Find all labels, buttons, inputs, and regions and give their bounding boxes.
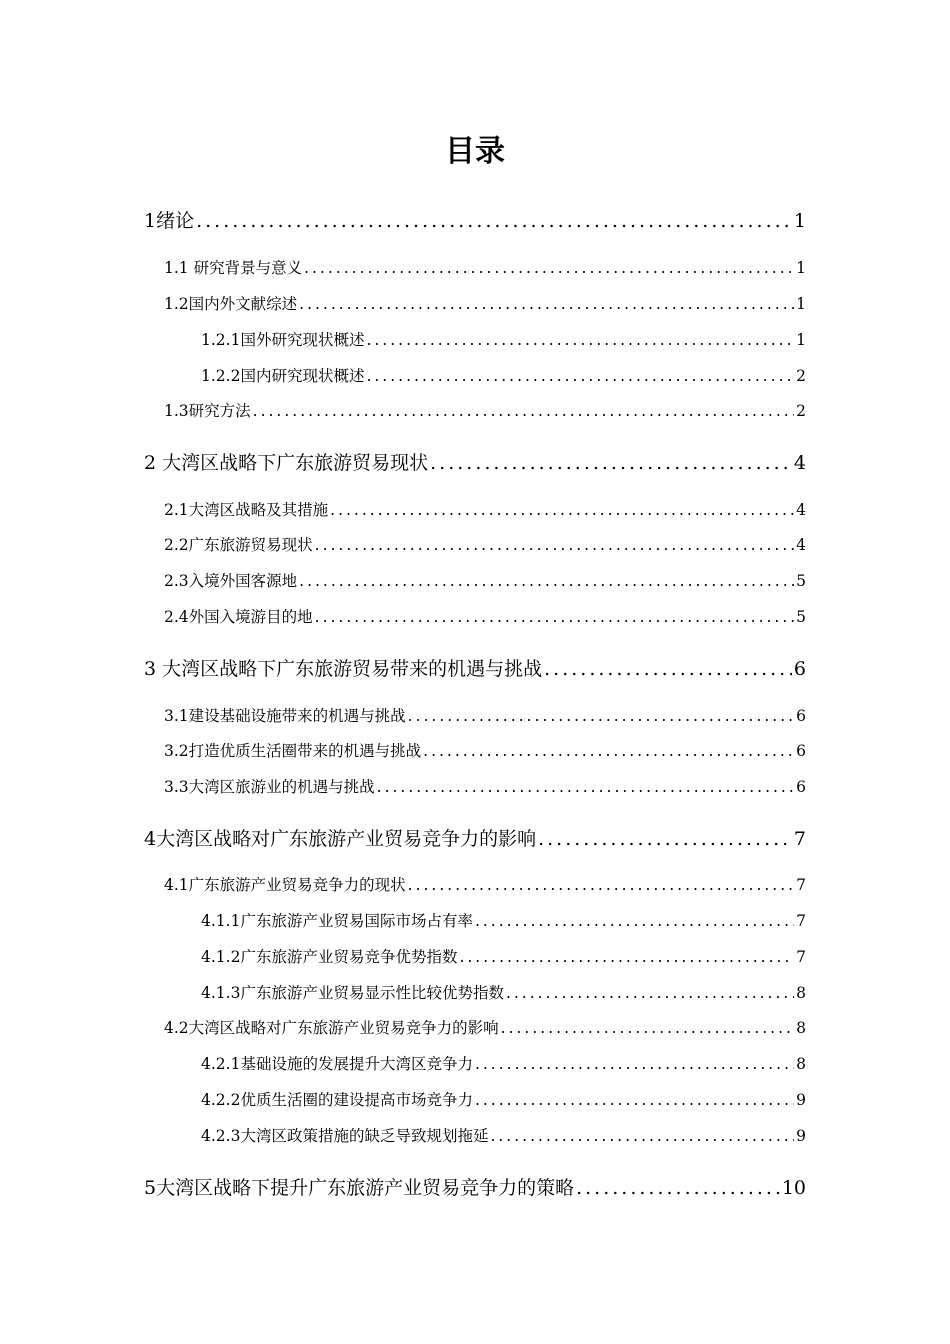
toc-entry-level2[interactable]: [164, 739, 806, 761]
toc-entry-text: 1.2.1国外研究现状概述: [201, 331, 365, 349]
toc-entry-level2[interactable]: [164, 399, 806, 421]
toc-entry-level2[interactable]: [164, 569, 806, 591]
toc-entry-level2[interactable]: [164, 775, 806, 797]
toc-entry-text: 2 大湾区战略下广东旅游贸易现状: [144, 452, 429, 474]
toc-page-number: 6: [796, 742, 806, 760]
toc-entry-text: 4.1.2广东旅游产业贸易竞争优势指数: [201, 948, 458, 966]
toc-entry-text: 3.3大湾区旅游业的机遇与挑战: [164, 778, 375, 796]
toc-leader-dots: [423, 742, 794, 760]
toc-entry-text: 5大湾区战略下提升广东旅游产业贸易竞争力的策略: [144, 1177, 575, 1199]
toc-leader-dots: [475, 912, 794, 930]
toc-entry-text: 4.2.3大湾区政策措施的缺乏导致规划拖延: [201, 1127, 489, 1145]
toc-entry-text: 4.2.1基础设施的发展提升大湾区竞争力: [201, 1055, 473, 1073]
toc-entry-level2[interactable]: [164, 873, 806, 895]
toc-leader-dots: [475, 1055, 794, 1073]
toc-leader-dots: [408, 707, 794, 725]
toc-entry-level1[interactable]: [144, 654, 806, 681]
toc-entry-level1[interactable]: [144, 448, 806, 475]
toc-leader-dots: [366, 331, 794, 349]
toc-leader-dots: [377, 778, 794, 796]
toc-entry-level3[interactable]: [201, 909, 806, 931]
toc-page-number: 4: [796, 501, 806, 519]
toc-entry-level3[interactable]: [201, 1088, 806, 1110]
toc-entry-level1[interactable]: [144, 206, 806, 233]
toc-entry-level3[interactable]: [201, 1052, 806, 1074]
toc-page-number: 7: [793, 828, 806, 850]
toc-leader-dots: [304, 259, 794, 277]
toc-entry-text: 2.2广东旅游贸易现状: [164, 536, 313, 554]
toc-entry-level2[interactable]: [164, 533, 806, 555]
toc-entry-text: 4.1.1广东旅游产业贸易国际市场占有率: [201, 912, 473, 930]
toc-entry-level2[interactable]: [164, 292, 806, 314]
toc-entry-text: 2.3入境外国客源地: [164, 572, 298, 590]
toc-entry-text: 1绪论: [144, 210, 195, 232]
toc-entry-level3[interactable]: [201, 364, 806, 386]
toc-leader-dots: [576, 1177, 780, 1199]
toc-page-number: 8: [796, 984, 806, 1002]
toc-leader-dots: [538, 828, 792, 850]
toc-page-number: 1: [793, 210, 806, 232]
toc-entry-text: 3.2打造优质生活圈带来的机遇与挑战: [164, 742, 422, 760]
page-title: 目录: [445, 134, 505, 169]
toc-entry-text: 4.2大湾区战略对广东旅游产业贸易竞争力的影响: [164, 1019, 499, 1037]
toc-page-number: 6: [793, 658, 806, 680]
toc-entry-level3[interactable]: [201, 328, 806, 350]
toc-page-number: 1: [796, 295, 806, 313]
toc-page-number: 4: [793, 452, 806, 474]
toc-leader-dots: [299, 572, 794, 590]
toc-page-number: 1: [796, 331, 806, 349]
toc-entry-level2[interactable]: [164, 704, 806, 726]
toc-entry-level2[interactable]: [164, 605, 806, 627]
toc-entry-level2[interactable]: [164, 1016, 806, 1038]
toc-page-number: 10: [781, 1177, 806, 1199]
toc-leader-dots: [299, 295, 794, 313]
toc-entry-text: 2.1大湾区战略及其措施: [164, 501, 329, 519]
toc-page-number: 2: [796, 367, 806, 385]
toc-leader-dots: [315, 536, 794, 554]
toc-leader-dots: [330, 501, 794, 519]
toc-page-number: 7: [796, 948, 806, 966]
toc-leader-dots: [490, 1127, 794, 1145]
toc-entry-text: 4.1广东旅游产业贸易竞争力的现状: [164, 876, 406, 894]
toc-entry-text: 3 大湾区战略下广东旅游贸易带来的机遇与挑战: [144, 658, 543, 680]
toc-entry-level2[interactable]: [164, 256, 806, 278]
toc-leader-dots: [430, 452, 792, 474]
toc-page-number: 5: [796, 608, 806, 626]
toc-page-number: 1: [796, 259, 806, 277]
toc-page-number: 7: [796, 912, 806, 930]
toc-entry-level1[interactable]: [144, 1173, 806, 1200]
toc-entry-level3[interactable]: [201, 1124, 806, 1146]
toc-entry-text: 1.3研究方法: [164, 402, 251, 420]
toc-page-number: 6: [796, 778, 806, 796]
toc-entry-text: 2.4外国入境游目的地: [164, 608, 313, 626]
toc-entry-level3[interactable]: [201, 981, 806, 1003]
toc-page-number: 5: [796, 572, 806, 590]
toc-leader-dots: [544, 658, 792, 680]
toc-leader-dots: [501, 1019, 794, 1037]
toc-leader-dots: [196, 210, 792, 232]
toc-leader-dots: [408, 876, 794, 894]
toc-entry-level3[interactable]: [201, 945, 806, 967]
toc-leader-dots: [475, 1091, 794, 1109]
toc-page-number: 7: [796, 876, 806, 894]
toc-entry-text: 4.2.2优质生活圈的建设提高市场竞争力: [201, 1091, 473, 1109]
toc-leader-dots: [315, 608, 794, 626]
toc-entry-level2[interactable]: [164, 498, 806, 520]
toc-entry-text: 4大湾区战略对广东旅游产业贸易竞争力的影响: [144, 828, 537, 850]
toc-leader-dots: [506, 984, 794, 1002]
toc-page-number: 2: [796, 402, 806, 420]
toc-entry-text: 1.2.2国内研究现状概述: [201, 367, 365, 385]
toc-page-number: 8: [796, 1055, 806, 1073]
toc-leader-dots: [459, 948, 794, 966]
toc-page-number: 9: [796, 1127, 806, 1145]
toc-entry-text: 3.1建设基础设施带来的机遇与挑战: [164, 707, 406, 725]
toc-entry-text: 1.2国内外文献综述: [164, 295, 298, 313]
toc-page-number: 6: [796, 707, 806, 725]
toc-leader-dots: [253, 402, 794, 420]
toc-entry-text: 1.1 研究背景与意义: [164, 259, 303, 277]
toc-page-number: 8: [796, 1019, 806, 1037]
toc-entry-level1[interactable]: [144, 824, 806, 851]
toc-page-number: 9: [796, 1091, 806, 1109]
toc-entry-text: 4.1.3广东旅游产业贸易显示性比较优势指数: [201, 984, 504, 1002]
toc-leader-dots: [366, 367, 794, 385]
toc-page-number: 4: [796, 536, 806, 554]
